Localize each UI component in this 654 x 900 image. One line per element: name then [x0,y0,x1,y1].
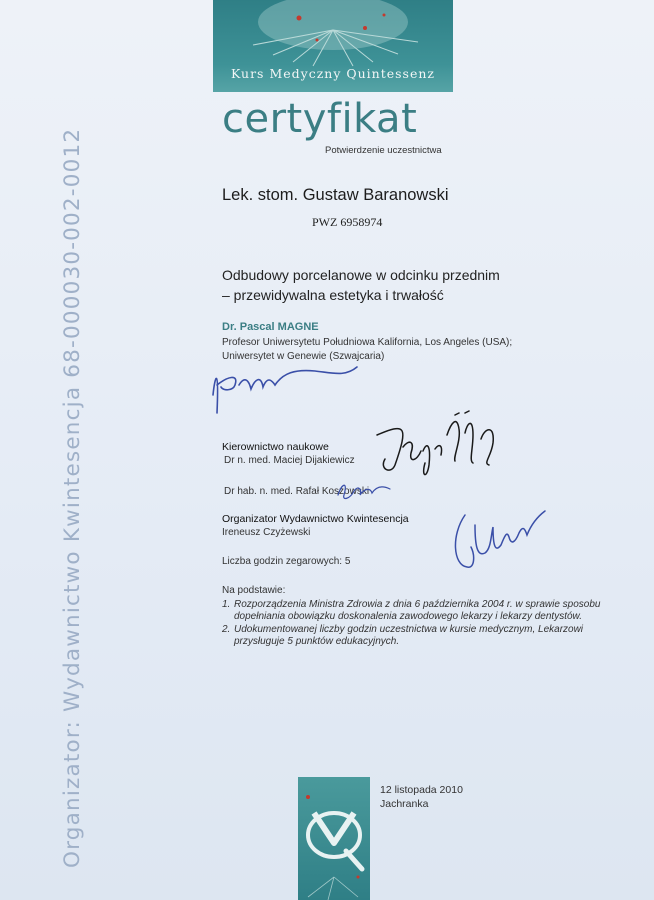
hours-count: Liczba godzin zegarowych: 5 [222,556,351,567]
dijakiewicz-signature [365,405,535,485]
course-brand-title: Kurs Medyczny Quintessenz [230,66,436,81]
course-title [222,265,500,305]
legal-basis-item-number: 2. [222,623,231,635]
legal-basis-list [222,599,632,649]
header-banner [213,0,453,92]
course-title-line-2: – przewidywalna estetyka i trwałość [222,287,444,303]
event-date-place [380,783,463,811]
legal-basis-heading: Na podstawie: [222,585,286,596]
participant-pwz: PWZ 6958974 [312,215,383,229]
organizer-signature [445,495,555,585]
lecturer-name: Dr. Pascal MAGNE [222,321,319,333]
legal-basis-item [222,599,632,624]
organizer-section [222,513,409,538]
koszowski-signature [330,475,410,505]
scientific-heading: Kierownictwo naukowe [222,441,329,453]
certificate-title: certyfikat [222,96,418,142]
participant-name: Lek. stom. Gustaw Baranowski [222,186,449,204]
organizer-heading: Organizator Wydawnictwo Kwintesencja [222,513,409,525]
lecturer-signature [205,355,375,425]
quintessenz-logo-icon [298,777,370,900]
scientific-person-2: Dr hab. n. med. Rafał Koszowski [224,486,370,497]
scientific-person-1: Dr n. med. Maciej Dijakiewicz [224,455,355,466]
organizer-person: Ireneusz Czyżewski [222,527,311,538]
lecturer-affiliation-2: Uniwersytet w Genewie (Szwajcaria) [222,350,385,362]
legal-basis-item-text: Rozporządzenia Ministra Zdrowia z dnia 6 października 2004 r. w sprawie sposobu dopełniania obowiązku doskonalenia zawodowego lekarzy i lekarzy dentystów. [234,598,601,622]
quintessenz-logo-art [298,777,370,900]
event-date: 12 listopada 2010 [380,784,463,796]
legal-basis [222,585,632,649]
scientific-management [222,441,355,466]
side-organizer-text: Organizator: Wydawnictwo Kwintesencja 68-000030-002-0012 [60,127,85,868]
legal-basis-item-text: Udokumentowanej liczby godzin uczestnictwa w kursie medycznym, Lekarzowi przysługuje 5 punktów edukacyjnych. [234,623,584,647]
certificate-subtitle: Potwierdzenie uczestnictwa [325,145,442,156]
lecturer-affiliation-1: Profesor Uniwersytetu Południowa Kalifornia, Los Angeles (USA); [222,337,513,348]
event-place: Jachranka [380,798,429,810]
legal-basis-item [222,624,632,649]
legal-basis-item-number: 1. [222,598,231,610]
course-title-line-1: Odbudowy porcelanowe w odcinku przednim [222,267,500,283]
